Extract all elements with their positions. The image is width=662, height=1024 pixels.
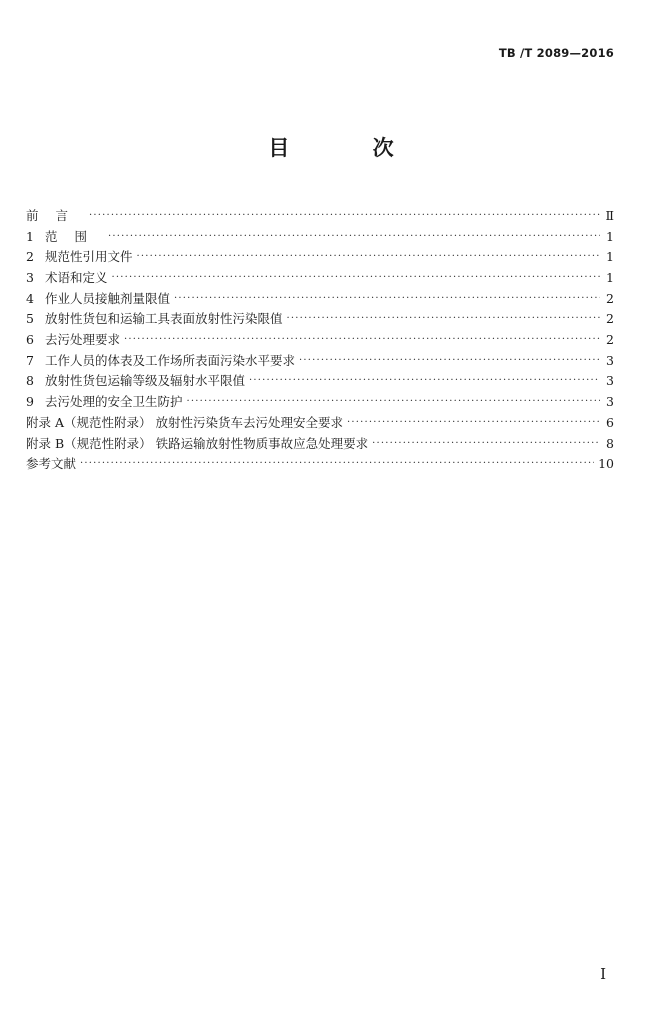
toc-entry-8[interactable] [26, 372, 614, 393]
toc-entry-foreword[interactable] [26, 206, 614, 227]
toc-label: 作业人员接触剂量限值 [45, 290, 171, 306]
toc-entry-6[interactable] [26, 330, 614, 351]
toc-page: 1 [606, 249, 614, 265]
toc-label: 参考文献 [26, 456, 77, 472]
toc-label: 附录 B（规范性附录） 铁路运输放射性物质事故应急处理要求 [26, 435, 369, 451]
toc-number: 7 [26, 352, 34, 368]
toc-label: 去污处理的安全卫生防护 [45, 394, 183, 410]
toc-page: Ⅱ [605, 207, 614, 223]
table-of-contents [26, 206, 614, 475]
toc-label: 范围 [45, 228, 105, 244]
toc-number: 4 [26, 290, 34, 306]
toc-number: 8 [26, 373, 34, 389]
toc-leader [89, 206, 600, 227]
toc-leader [287, 309, 600, 330]
toc-leader [124, 330, 600, 351]
toc-number: 1 [26, 228, 34, 244]
toc-leader [299, 351, 600, 372]
toc-label: 前言 [26, 207, 86, 223]
toc-page: 6 [606, 414, 614, 430]
toc-number: 2 [26, 249, 34, 265]
toc-label: 附录 A（规范性附录） 放射性污染货车去污处理安全要求 [26, 414, 343, 430]
toc-page: 1 [606, 270, 614, 286]
toc-leader [112, 268, 600, 289]
toc-leader [137, 247, 600, 268]
standard-code: TB /T 2089—2016 [498, 46, 614, 60]
toc-page: 3 [606, 352, 614, 368]
toc-entry-2[interactable] [26, 247, 614, 268]
toc-leader [347, 413, 600, 434]
toc-page: 3 [606, 394, 614, 410]
toc-page: 3 [606, 373, 614, 389]
toc-entry-appendix-b[interactable] [26, 434, 614, 455]
toc-label: 放射性货包和运输工具表面放射性污染限值 [45, 311, 283, 327]
toc-entry-3[interactable] [26, 268, 614, 289]
toc-number: 6 [26, 332, 34, 348]
toc-page: 8 [606, 435, 614, 451]
toc-page: 2 [606, 332, 614, 348]
toc-leader [372, 434, 600, 455]
toc-entry-appendix-a[interactable] [26, 413, 614, 434]
toc-label: 放射性货包运输等级及辐射水平限值 [45, 373, 246, 389]
toc-leader [80, 454, 594, 475]
toc-page: 1 [606, 228, 614, 244]
toc-number: 3 [26, 270, 34, 286]
toc-entry-5[interactable] [26, 309, 614, 330]
toc-page: 10 [598, 456, 614, 472]
toc-number: 9 [26, 394, 34, 410]
toc-number: 5 [26, 311, 34, 327]
toc-label: 规范性引用文件 [45, 249, 133, 265]
toc-leader [249, 371, 600, 392]
toc-leader [187, 392, 600, 413]
toc-entry-9[interactable] [26, 392, 614, 413]
toc-label: 工作人员的体表及工作场所表面污染水平要求 [45, 352, 296, 368]
toc-label: 术语和定义 [45, 270, 108, 286]
toc-entry-4[interactable] [26, 289, 614, 310]
toc-page: 2 [606, 290, 614, 306]
toc-entry-7[interactable] [26, 351, 614, 372]
toc-entry-1[interactable] [26, 227, 614, 248]
toc-leader [108, 227, 600, 248]
toc-leader [174, 289, 600, 310]
toc-page: 2 [606, 311, 614, 327]
page-number: I [600, 965, 606, 983]
toc-label: 去污处理要求 [45, 332, 121, 348]
toc-entry-references[interactable] [26, 454, 614, 475]
page-title: 目 次 [268, 136, 432, 160]
